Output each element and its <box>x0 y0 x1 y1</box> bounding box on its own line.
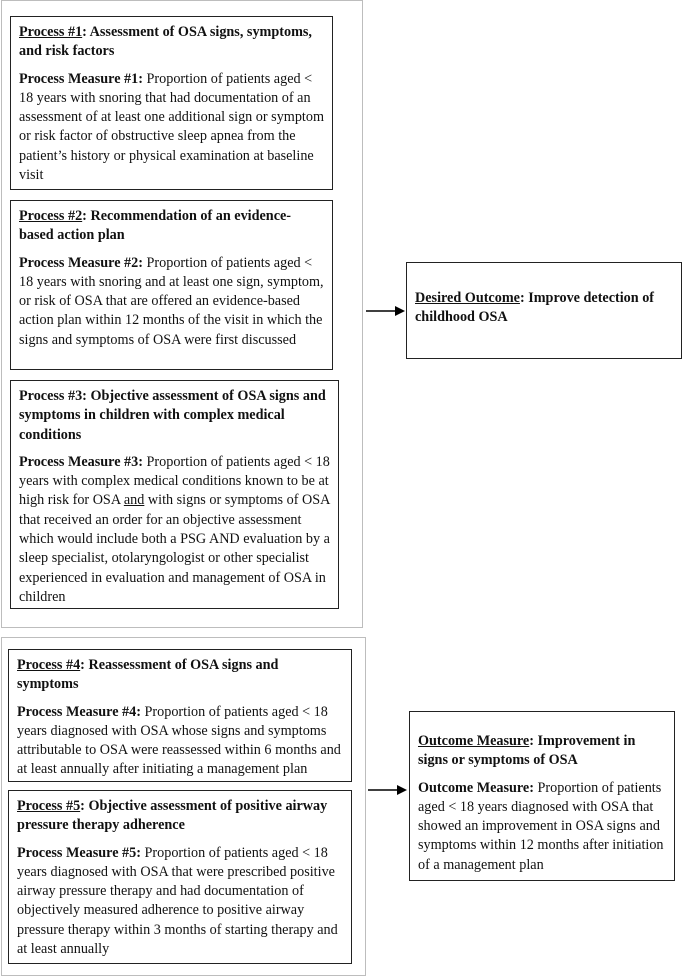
arrow-right-icon <box>364 304 406 318</box>
process-5-title: Process #5: Objective assessment of positive airway pressure therapy adherence <box>17 798 328 834</box>
process-1-measure: Process Measure #1: Proportion of patients aged < 18 years with snoring that had documentation of an assessment of at least one additional sign or symptom or risk factor of obstructive sleep apnea from the patient’s history or physical examination at baseline visit <box>19 70 324 184</box>
process-3-measure: Process Measure #3: Proportion of patients aged < 18 years with complex medical conditions known to be at high risk for OSA and with signs or symptoms of OSA that received an order for an objective assessment which would include both a PSG AND evaluation by a sleep specialist, otolaryngologist or other specialist experienced in evaluation and management of OSA in children <box>19 453 330 605</box>
process-1-box <box>10 16 333 190</box>
outcome-measure-text: Outcome Measure: Proportion of patients aged < 18 years diagnosed with OSA that showed an improvement in OSA signs and symptoms within 12 months after initiation of a management plan <box>418 779 664 873</box>
arrow-right-icon <box>366 783 408 797</box>
desired-outcome-box <box>406 262 682 359</box>
outcome-measure-box <box>409 711 675 881</box>
process-4-title: Process #4: Reassessment of OSA signs and symptoms <box>17 657 279 693</box>
process-2-measure: Process Measure #2: Proportion of patients aged < 18 years with snoring and at least one sign, symptom, or risk of OSA that are offered an evidence-based action plan within 12 months of the visit in which the signs and symptoms of OSA were first discussed <box>19 254 324 348</box>
process-2-box <box>10 200 333 370</box>
process-1-title: Process #1: Assessment of OSA signs, symptoms, and risk factors <box>19 24 312 60</box>
desired-outcome-text: Desired Outcome: Improve detection of childhood OSA <box>415 290 655 326</box>
process-4-box <box>8 649 352 782</box>
outcome-measure-title: Outcome Measure: Improvement in signs or symptoms of OSA <box>418 733 636 769</box>
process-5-box <box>8 790 352 964</box>
process-3-title: Process #3: Objective assessment of OSA signs and symptoms in children with complex medical conditions <box>19 388 326 443</box>
process-3-box <box>10 380 339 609</box>
process-5-measure: Process Measure #5: Proportion of patients aged < 18 years diagnosed with OSA that were prescribed positive airway pressure therapy and had documentation of objectively measured adherence to positive airway pressure therapy within 3 months of starting therapy and at least annually <box>17 844 338 958</box>
process-2-title: Process #2: Recommendation of an evidence-based action plan <box>19 208 292 244</box>
process-4-measure: Process Measure #4: Proportion of patients aged < 18 years diagnosed with OSA whose signs and symptoms attributable to OSA were reassessed within 6 months and at least annually after initiating a management plan <box>17 703 341 778</box>
